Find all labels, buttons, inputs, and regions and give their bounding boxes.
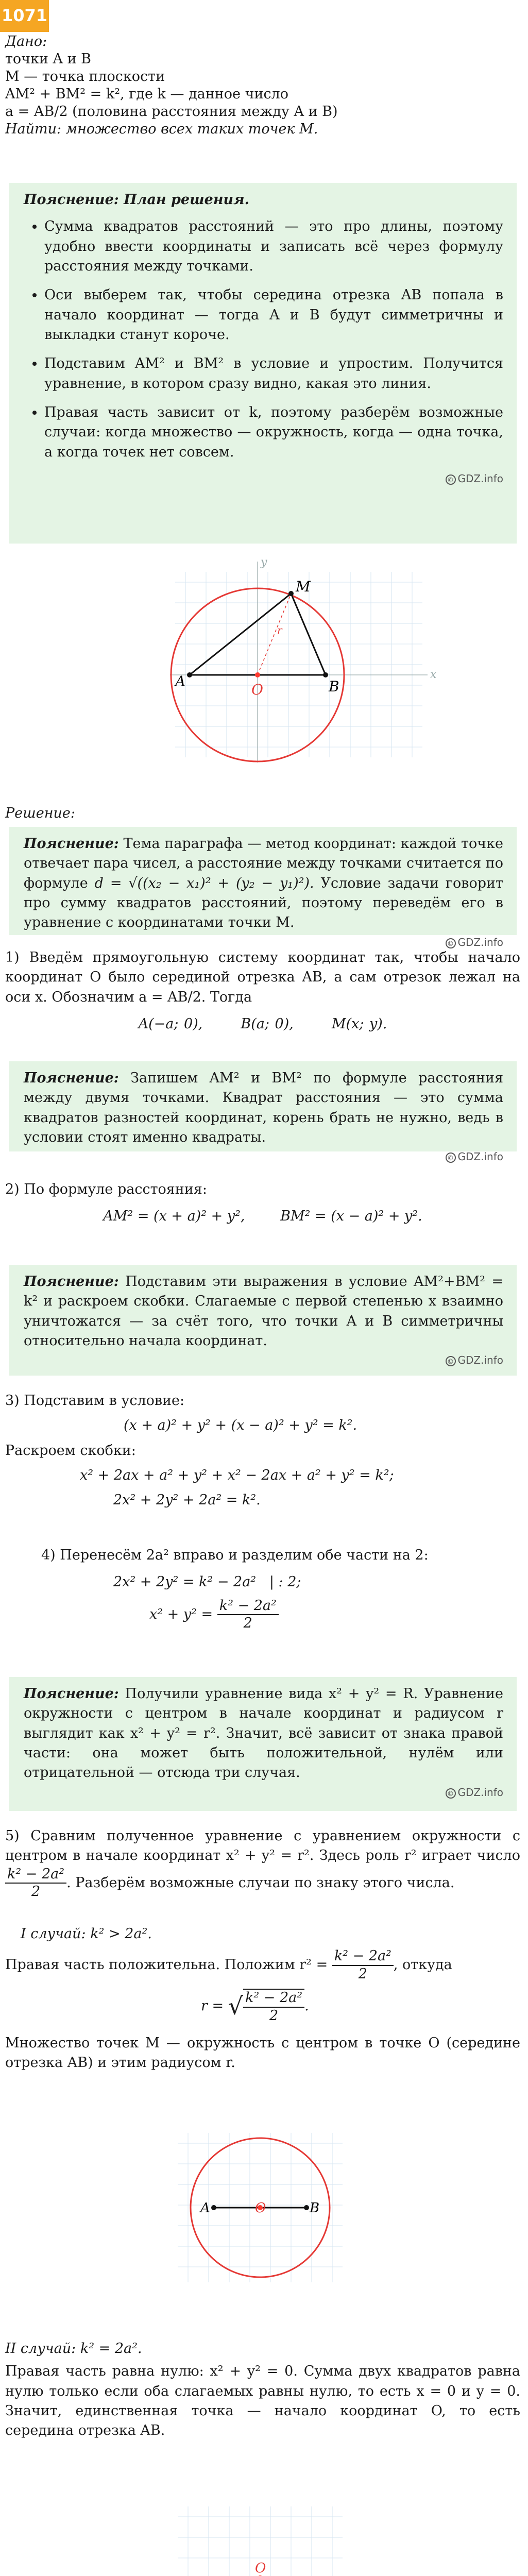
radius-label: r (277, 624, 282, 636)
gdz-watermark: © GDZ.info (24, 1785, 503, 1800)
radius-line (258, 594, 291, 675)
given-line: точки A и B (5, 51, 91, 67)
solution-title: Решение: (5, 805, 75, 821)
label-a: A (200, 2200, 210, 2216)
label-b: B (329, 678, 339, 695)
distance-squares: AM² = (x + a)² + y², BM² = (x − a)² + y². (103, 1208, 422, 1225)
x-axis-label: x (430, 668, 437, 681)
label-m: M (296, 578, 311, 595)
diagram-case-1-circle (167, 2128, 353, 2293)
hint-box-distance: Пояснение: Запишем AM² и BM² по формуле расстояния между двумя точками. Квадрат расстояния — это сумма квадратов разностей координат, корень брать не нужно, ведь в условии стоят именно квадраты. © GDZ.info (9, 1061, 517, 1151)
diagram-case-2-point (167, 2501, 353, 2576)
step-1: 1) Введём прямоугольную систему координат так, чтобы начало координат O было серединой отрезка AB, а сам отрезок лежал на оси x. Обозначим a = AB/2. Тогда A(−a; 0), B(a; 0), M(x; y). (5, 948, 520, 1034)
plan-hint-box (9, 183, 517, 544)
label-o: O (251, 681, 263, 698)
point-a (187, 672, 192, 677)
hint-box-coordinates: Пояснение: Тема параграфа — метод координат: каждой точке отвечает пара чисел, а расстояние между точками считается по формуле d = √((x₂ − x₁)² + (y₂ − y₁)²). Условие задачи говорит про сумму квадратов расстояний, поэтому переведём его в уравнение с координатами точки M. © GDZ.info (9, 827, 517, 935)
given-title: Дано: (5, 33, 47, 49)
copyright-icon: © (446, 474, 456, 485)
case-1: I случай: k² > 2a². Правая часть положительна. Положим r² = $\frac{\text{k² − 2a²}}{2}$ , откуда r = √ $\frac{\text{k² − 2a²}}{2}$ . Множество точек M — окружность с центром в точке O (середине отрезка AB) и этим радиусом r. (5, 1926, 520, 2071)
label-b: B (310, 2200, 320, 2216)
given-block (5, 33, 500, 138)
plan-item: • Подставим AM² и BM² в условие и упростим. Получится уравнение, в котором сразу видно, какая это линия. (44, 354, 503, 394)
plan-list (24, 217, 503, 462)
gdz-watermark: © GDZ.info (24, 935, 503, 950)
task-number-badge: 1071 (0, 0, 49, 32)
step-3: 3) Подставим в условие: (x + a)² + y² + (x − a)² + y² = k². Раскроем скобки: x² + 2ax + a² + y² + x² − 2ax + a² + y² = k²; 2x² + 2y² + 2a² = k². (5, 1393, 394, 1509)
given-line: AM² + BM² = k², где k — данное число (5, 86, 288, 102)
step-5: 5) Сравним полученное уравнение с уравнением окружности с центром в начале координат x² + y² = r². Здесь роль r² играет число $\frac{\text{k² − 2a²}}{2}$ . Разберём возможные случаи по знаку этого числа. (5, 1828, 520, 1900)
step-2: 2) По формуле расстояния: AM² = (x + a)² + y², BM² = (x − a)² + y². (5, 1180, 520, 1227)
plan-item: • Сумма квадратов расстояний — это про длины, поэтому удобно ввести координаты и записать всё через формулу расстояния между точками. (44, 217, 503, 276)
given-line: M — точка плоскости (5, 69, 165, 84)
label-o: O (255, 2200, 266, 2216)
hint-title: Пояснение: (24, 836, 119, 852)
point-coordinates: A(−a; 0), B(a; 0), M(x; y). (138, 1015, 387, 1032)
point-b (304, 2205, 309, 2210)
point-o (255, 672, 260, 677)
case-2: II случай: k² = 2a². Правая часть равна нулю: x² + y² = 0. Сумма двух квадратов равна нулю только если оба слагаемых равны нулю, то есть x = 0 и y = 0. Значит, единственная точка — начало координат O, то есть середина отрезка AB. (5, 2341, 520, 2439)
given-find: Найти: множество всех таких точек M. (5, 121, 318, 137)
given-line: a = AB/2 (половина расстояния между A и B) (5, 104, 338, 120)
label-a: A (175, 673, 186, 690)
hint-box-substitute: Пояснение: Подставим эти выражения в условие AM²+BM² = k² и раскроем скобки. Слагаемые с первой степенью x взаимно уничтожатся — за счёт того, что точки A и B симметричны относительно начала координат. © GDZ.info (9, 1265, 517, 1376)
gdz-watermark: © GDZ.info (24, 471, 503, 486)
plan-item: • Оси выберем так, чтобы середина отрезка AB попала в начало координат — тогда A и B будут симметричны и выкладки станут короче. (44, 285, 503, 345)
point-m (288, 591, 294, 596)
distance-formula: d = √((x₂ − x₁)² + (y₂ − y₁)²). (94, 875, 314, 891)
plan-item: • Правая часть зависит от k, поэтому разберём возможные случаи: когда множество — окружность, когда — одна точка, а когда точек нет совсем. (44, 403, 503, 462)
hint-box-cases: Пояснение: Получили уравнение вида x² + y² = R. Уравнение окружности с центром в начале координат и радиусом r выглядит как x² + y² = r². Значит, всё зависит от знака правой части: она может быть положительной, нулём или отрицательной — отсюда три случая. © GDZ.info (9, 1677, 517, 1811)
step-4: 4) Перенесём 2a² вправо и разделим обе части на 2: 2x² + 2y² = k² − 2a² | : 2; x² + y² = $\frac{\text{k² − 2a²}}{2}$ (41, 1547, 429, 1632)
point-a (211, 2205, 216, 2210)
gdz-watermark: © GDZ.info (24, 1353, 503, 1367)
point-b (323, 672, 328, 677)
diagram-circle-with-point-m (155, 551, 443, 778)
y-axis-label: y (261, 556, 267, 569)
label-o: O (255, 2561, 266, 2576)
plan-hint-title: Пояснение: План решения. (24, 192, 250, 208)
gdz-watermark: © GDZ.info (24, 1149, 503, 1164)
